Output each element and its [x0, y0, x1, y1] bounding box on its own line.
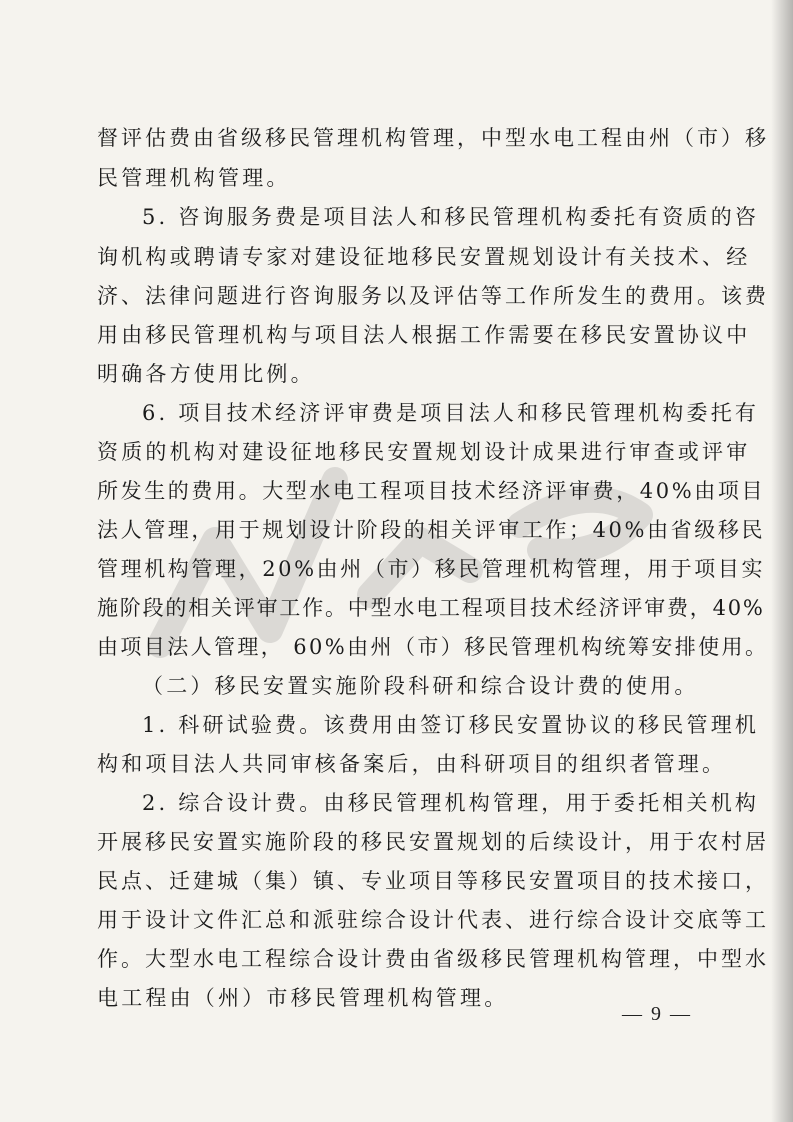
paragraph-line: 开展移民安置实施阶段的移民安置规划的后续设计，用于农村居: [97, 830, 769, 854]
paragraph-line: 法人管理，用于规划设计阶段的相关评审工作；40%由省级移民: [97, 518, 766, 542]
paragraph-line: 电工程由（州）市移民管理机构管理。: [97, 986, 509, 1010]
paragraph-line: 2. 综合设计费。由移民管理机构管理，用于委托相关机构: [142, 791, 760, 815]
paragraph-line: 作。大型水电工程综合设计费由省级移民管理机构管理，中型水: [97, 947, 769, 971]
paragraph-line: 民点、迁建城（集）镇、专业项目等移民安置项目的技术接口，: [97, 869, 769, 893]
paragraph-line: 用由移民管理机构与项目法人根据工作需要在移民安置协议中: [97, 323, 751, 347]
paragraph-line: 督评估费由省级移民管理机构管理，中型水电工程由州（市）移: [97, 126, 769, 150]
paragraph-line: 6. 项目技术经济评审费是项目法人和移民管理机构委托有: [142, 401, 760, 425]
paragraph-line: 5. 咨询服务费是项目法人和移民管理机构委托有资质的咨: [142, 205, 760, 229]
paragraph-line: 1. 科研试验费。该费用由签订移民安置协议的移民管理机: [142, 713, 760, 737]
section-heading: （二）移民安置实施阶段科研和综合设计费的使用。: [142, 674, 699, 698]
page-number: — 9 —: [622, 1003, 692, 1025]
paragraph-line: 用于设计文件汇总和派驻综合设计代表、进行综合设计交底等工: [97, 908, 769, 932]
paragraph-line: 询机构或聘请专家对建设征地移民安置规划设计有关技术、经: [97, 245, 751, 269]
paragraph-line: 明确各方使用比例。: [97, 362, 315, 386]
paragraph-line: 济、法律问题进行咨询服务以及评估等工作所发生的费用。该费: [97, 284, 769, 308]
paragraph-line: 构和项目法人共同审核备案后，由科研项目的组织者管理。: [97, 752, 727, 776]
paragraph-line: 资质的机构对建设征地移民安置规划设计成果进行审查或评审: [97, 440, 751, 464]
paragraph-line: 由项目法人管理， 60%由州（市）移民管理机构统筹安排使用。: [97, 635, 769, 659]
paragraph-line: 管理机构管理，20%由州（市）移民管理机构管理，用于项目实: [97, 557, 766, 581]
paragraph-line: 施阶段的相关评审工作。中型水电工程项目技术经济评审费，40%: [97, 596, 765, 620]
paragraph-line: 所发生的费用。大型水电工程项目技术经济评审费，40%由项目: [97, 479, 766, 503]
paragraph-line: 民管理机构管理。: [97, 166, 291, 190]
